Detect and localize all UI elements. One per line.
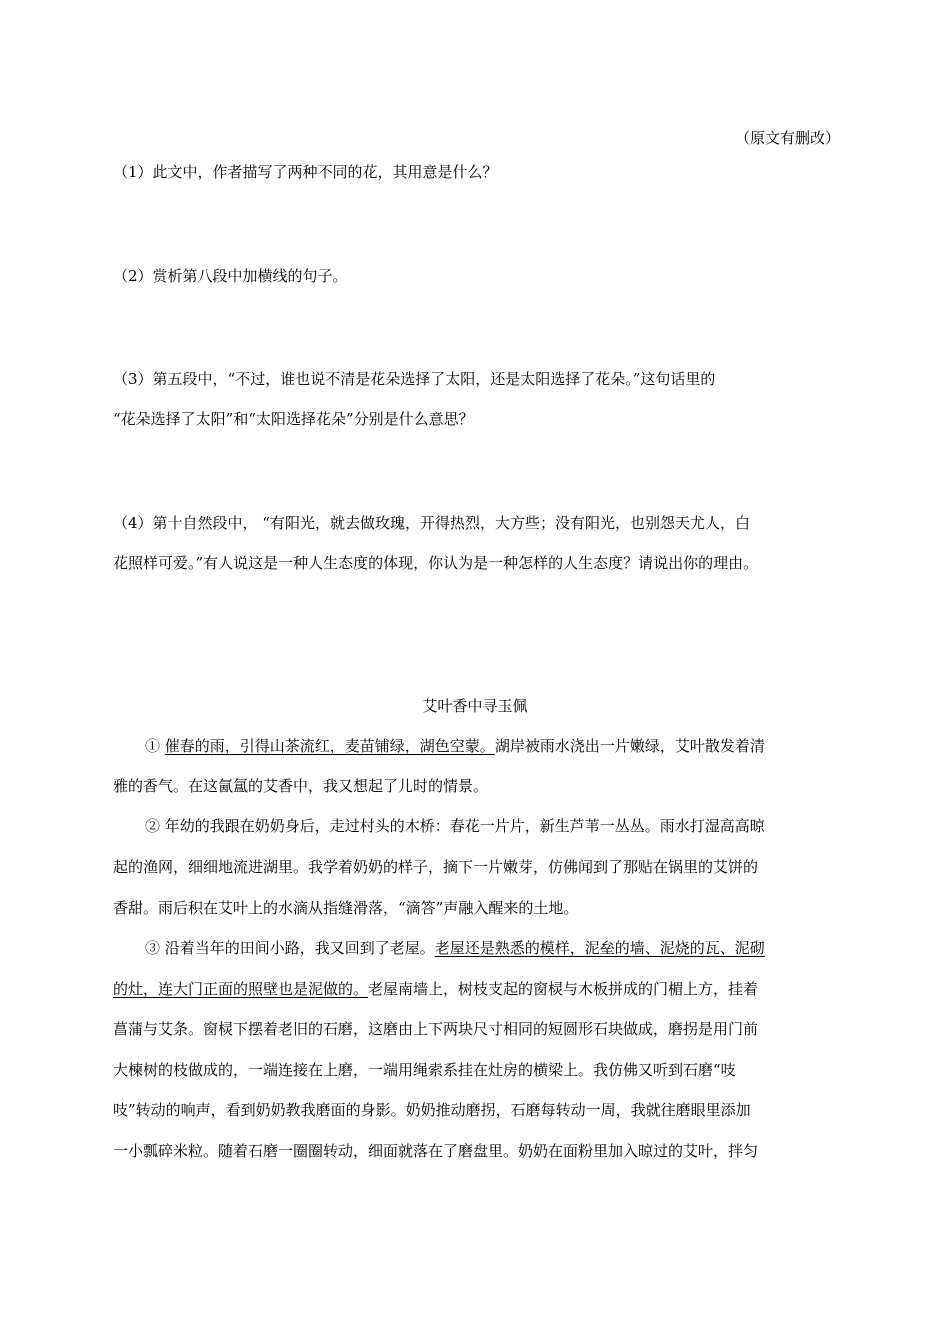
underlined-sentence: 老屋还是熟悉的模样，泥垒的墙、泥烧的瓦、泥砌 xyxy=(434,939,765,957)
paragraph-2-line-1: ② 年幼的我跟在奶奶身后，走过村头的木桥：春花一片片，新生芦苇一丛丛。雨水打湿高高晾 xyxy=(145,817,765,835)
paragraph-3-line-5: 吱”转动的响声，看到奶奶教我磨面的身影。奶奶推动磨拐，石磨每转动一周，我就往磨眼里添加 xyxy=(113,1101,751,1119)
paragraph-1-line-2: 雅的香气。在这氤氲的艾香中，我又想起了儿时的情景。 xyxy=(113,777,489,795)
question-3-line-1: （3）第五段中，“不过，谁也说不清是花朵选择了太阳，还是太阳选择了花朵。”这句话里的 xyxy=(113,370,716,388)
article-title: 艾叶香中寻玉佩 xyxy=(422,697,528,715)
question-2: （2）赏析第八段中加横线的句子。 xyxy=(113,267,348,285)
paragraph-3-line-1 xyxy=(145,938,845,958)
question-3-line-2: “花朵选择了太阳”和“太阳选择花朵”分别是什么意思？ xyxy=(113,410,474,428)
paragraph-3-line-4: 大楝树的枝做成的，一端连接在上磨，一端用绳索系挂在灶房的横梁上。我仿佛又听到石磨“吱 xyxy=(113,1061,736,1079)
underlined-sentence: 催春的雨，引得山茶流红，麦苗铺绿，湖色空蒙。 xyxy=(164,737,495,755)
question-4-line-2: 花照样可爱。”有人说这是一种人生态度的体现，你认为是一种怎样的人生态度？请说出你的理由。 xyxy=(113,554,759,572)
paragraph-3-line-6: 一小瓢碎米粒。随着石磨一圈圈转动，细面就落在了磨盘里。奶奶在面粉里加入晾过的艾叶，拌匀 xyxy=(113,1142,759,1160)
paragraph-3-line-2 xyxy=(113,979,843,999)
paragraph-marker: ① xyxy=(145,737,161,755)
paragraph-2-line-2: 起的渔网，细细地流进湖里。我学着奶奶的样子，摘下一片嫩芽，仿佛闻到了那贴在锅里的艾饼的 xyxy=(113,858,759,876)
paragraph-text: 老屋南墙上，树枝支起的窗棂与木板拼成的门楣上方，挂着 xyxy=(368,980,759,998)
paragraph-text: ③ 沿着当年的田间小路，我又回到了老屋。 xyxy=(145,939,435,957)
question-4-line-1: （4）第十自然段中， “有阳光，就去做玫瑰，开得热烈，大方些；没有阳光，也别怨天尤人，白 xyxy=(113,514,750,532)
source-note: （原文有删改） xyxy=(734,129,840,147)
paragraph-3-line-3: 菖蒲与艾条。窗棂下摆着老旧的石磨，这磨由上下两块尺寸相同的短圆形石块做成，磨拐是用门前 xyxy=(113,1020,759,1038)
paragraph-1-line-1 xyxy=(145,736,845,756)
paragraph-2-line-3: 香甜。雨后积在艾叶上的水滴从指缝滑落，“滴答”声融入醒来的土地。 xyxy=(113,899,579,917)
underlined-sentence: 的灶，连大门正面的照壁也是泥做的。 xyxy=(113,980,369,998)
paragraph-text: 湖岸被雨水浇出一片嫩绿，艾叶散发着清 xyxy=(494,737,765,755)
question-1: （1）此文中，作者描写了两种不同的花，其用意是什么？ xyxy=(113,163,498,181)
